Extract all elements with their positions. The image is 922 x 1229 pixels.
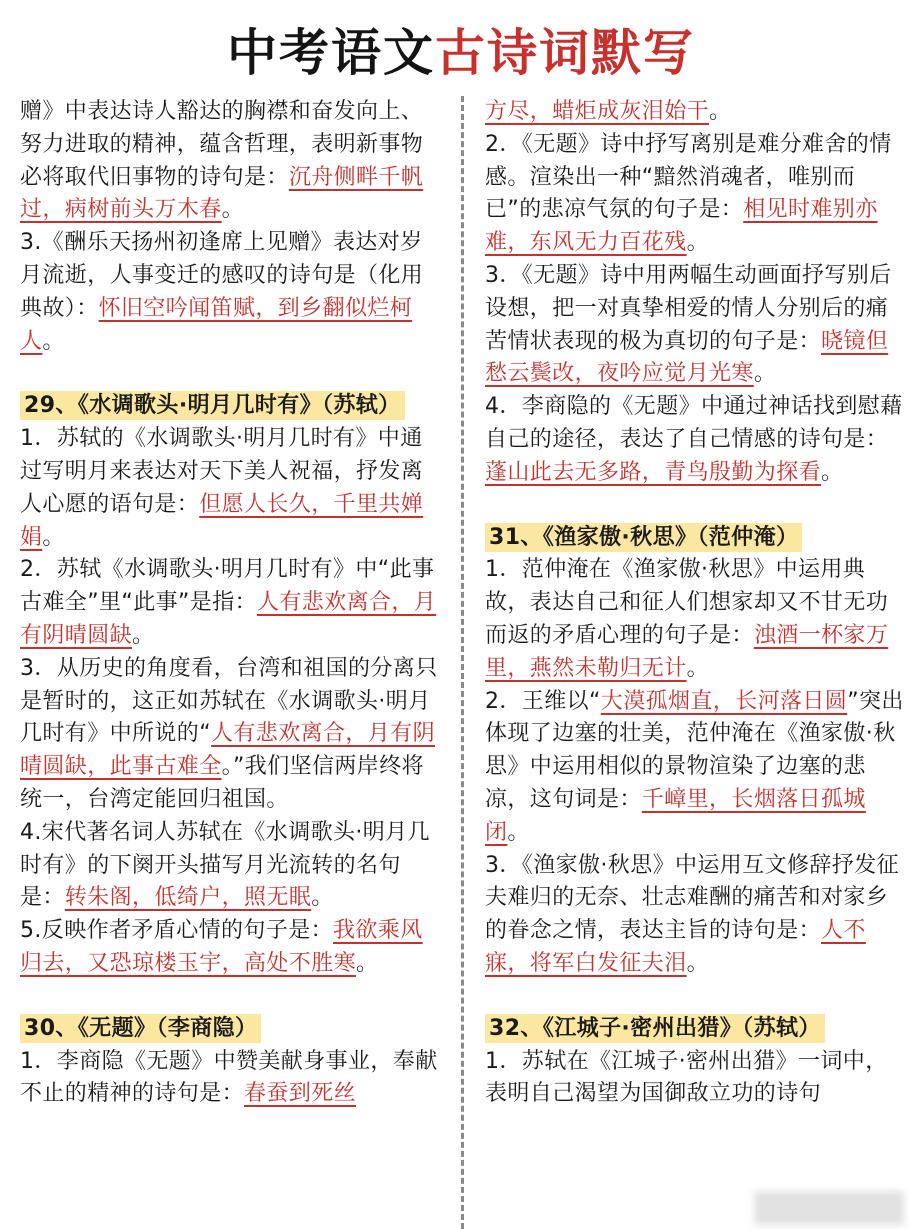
- right-item: 方尽，蜡炬成灰泪始干。: [485, 99, 732, 124]
- section-heading-31: 31、《渔家傲·秋思》（范仲淹）: [485, 522, 905, 555]
- right-item: 2．《无题》诗中抒写离别是难分难舍的情感。渲染出一种“黯然消魂者，唯别而已”的悲凉气氛的句子是：相见时难别亦难，东风无力百花残。: [485, 131, 892, 256]
- title-part2: 古诗词默写: [435, 24, 695, 82]
- answer: 浊酒一杯家万里，燕然未勒归无计: [485, 622, 889, 681]
- answer: 千嶂里，长烟落日孤城闭: [485, 786, 866, 845]
- left-item: 2．苏轼《水调歌头·明月几时有》中“此事古难全”里“此事”是指：人有悲欢离合，月有阴晴圆缺。: [20, 557, 437, 648]
- answer: 人不寐，将军白发征夫泪: [485, 918, 866, 976]
- section-heading-32: 32、《江城子·密州出猎》（苏轼）: [485, 1013, 905, 1046]
- right-item: 1．范仲淹在《渔家傲·秋思》中运用典故，表达自己和征人们想家却又不甘无功而返的矛盾心理的句子是：浊酒一杯家万里，燕然未勒归无计。: [485, 557, 889, 681]
- right-item: 1．苏轼在《江城子·密州出猎》一词中，表明自己渴望为国御敌立功的诗句: [485, 1048, 888, 1107]
- section-heading-29: 29、《水调歌头·明月几时有》（苏轼）: [20, 390, 444, 423]
- answer: 人有悲欢离合，月有阴晴圆缺，此事古难全: [20, 721, 436, 780]
- answer: 怀旧空吟闻笛赋，到乡翻似烂柯人: [20, 295, 413, 354]
- left-item: 5.反映作者矛盾心情的句子是：我欲乘风归去，又恐琼楼玉宇，高处不胜寒。: [20, 918, 423, 976]
- answer: 方尽，蜡炬成灰泪始干: [485, 99, 710, 124]
- answer: 晓镜但愁云鬓改，夜吟应觉月光寒: [485, 328, 889, 387]
- right-item: 4．李商隐的《无题》中通过神话找到慰藉自己的途径，表达了自己情感的诗句是：蓬山此去无多路，青鸟殷勤为探看。: [485, 394, 903, 485]
- left-item: 赠》中表达诗人豁达的胸襟和奋发向上、努力进取的精神，蕴含哲理，表明新事物必将取代旧事物的诗句是：沉舟侧畔千帆过，病树前头万木春。: [20, 99, 424, 223]
- left-column: [20, 96, 444, 1111]
- answer: 相见时难别亦难，东风无力百花残: [485, 197, 878, 256]
- right-item: 3．《渔家傲·秋思》中运用互文修辞抒发征夫难归的无奈、壮志难酬的痛苦和对家乡的眷念之情，表达主旨的诗句是：人不寐，将军白发征夫泪。: [485, 852, 899, 976]
- page-title: [0, 18, 922, 88]
- answer: 沉舟侧畔千帆过，病树前头万木春: [20, 164, 424, 223]
- right-column: [485, 96, 905, 1111]
- column-divider: [461, 96, 464, 1229]
- title-part1: 中考语文: [227, 24, 435, 82]
- answer: 蓬山此去无多路，青鸟殷勤为探看: [485, 459, 822, 485]
- right-item: 3．《无题》诗中用两幅生动画面抒写别后设想，把一对真挚相爱的情人分别后的痛苦情状表现的极为真切的句子是：晓镜但愁云鬓改，夜吟应觉月光寒。: [485, 262, 892, 387]
- section-heading-30: 30、《无题》（李商隐）: [20, 1013, 444, 1046]
- answer: 我欲乘风归去，又恐琼楼玉宇，高处不胜寒: [20, 918, 423, 976]
- answer: 春蚕到死丝: [244, 1081, 357, 1107]
- answer: 人有悲欢离合，月有阴晴圆缺: [20, 590, 437, 648]
- answer: 转朱阁，低绮户，照无眠: [64, 885, 312, 911]
- answer: 但愿人长久，千里共婵娟: [20, 491, 424, 550]
- watermark-blur: [754, 1191, 904, 1225]
- left-item: 1．李商隐《无题》中赞美献身事业，奉献不止的精神的诗句是：春蚕到死丝: [20, 1048, 438, 1107]
- left-item: 3．从历史的角度看，台湾和祖国的分离只是暂时的，这正如苏轼在《水调歌头·明月几时有》中所说的“人有悲欢离合，月有阴晴圆缺，此事古难全。”我们坚信两岸终将统一，台湾定能回归祖国。: [20, 655, 438, 812]
- right-item: 2．王维以“大漠孤烟直，长河落日圆”突出体现了边塞的壮美，范仲淹在《渔家傲·秋思》中运用相似的景物渲染了边塞的悲凉，这句词是：千嶂里，长烟落日孤城闭。: [485, 688, 904, 845]
- answer: 大漠孤烟直，长河落日圆: [600, 688, 848, 714]
- left-item: 1．苏轼的《水调歌头·明月几时有》中通过写明月来表达对天下美人祝福，抒发离人心愿的语句是：但愿人长久，千里共婵娟。: [20, 426, 424, 550]
- left-item: 3.《酬乐天扬州初逢席上见赠》表达对岁月流逝，人事变迁的感叹的诗句是（化用典故）：怀旧空吟闻笛赋，到乡翻似烂柯人。: [20, 230, 424, 354]
- left-item: 4.宋代著名词人苏轼在《水调歌头·明月几时有》的下阕开头描写月光流转的名句是：转朱阁，低绮户，照无眠。: [20, 819, 430, 911]
